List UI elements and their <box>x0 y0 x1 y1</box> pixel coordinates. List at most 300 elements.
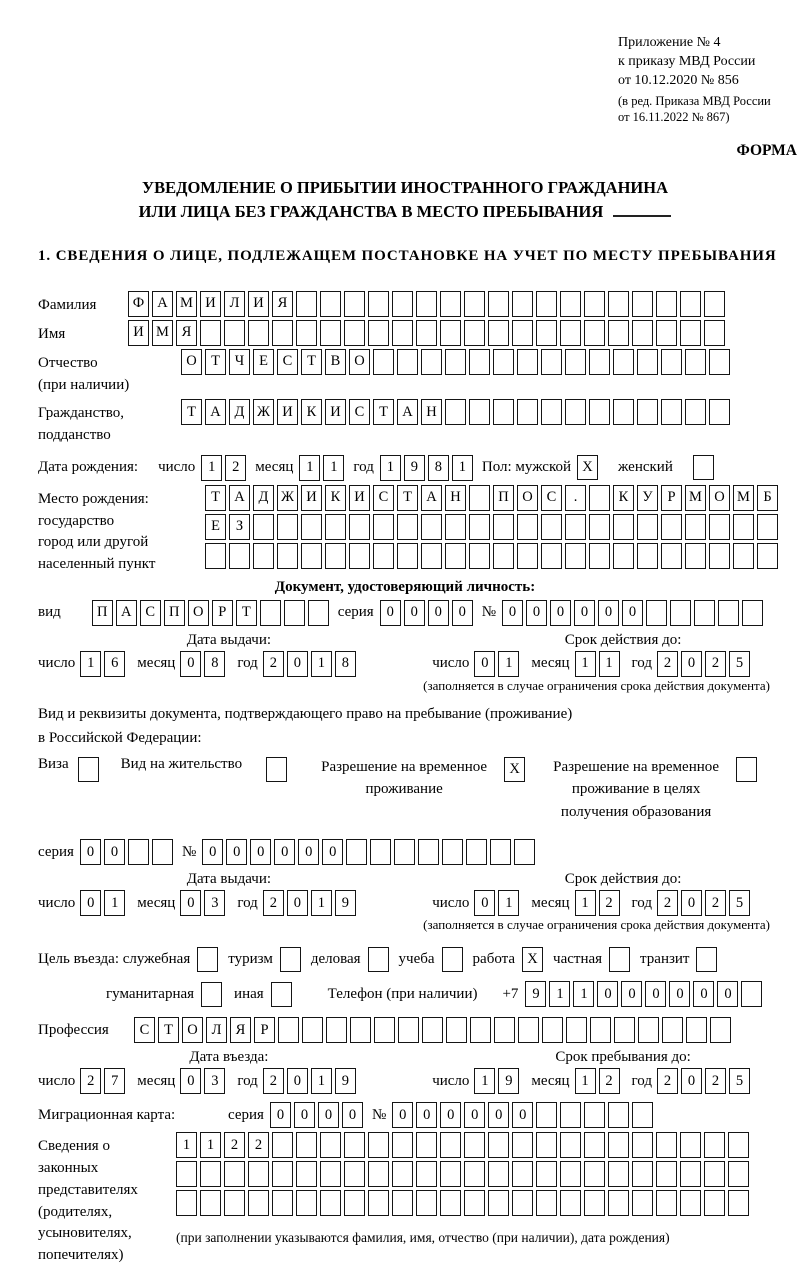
char-cell[interactable] <box>205 543 226 569</box>
char-cell[interactable]: 0 <box>298 839 319 865</box>
char-cell[interactable] <box>704 1190 725 1216</box>
char-cell[interactable]: Ж <box>277 485 298 511</box>
char-cell[interactable] <box>536 1132 557 1158</box>
temp-residence-edu-checkbox[interactable] <box>736 757 757 782</box>
char-cell[interactable]: 1 <box>311 1068 332 1094</box>
char-cell[interactable]: 0 <box>202 839 223 865</box>
char-cell[interactable] <box>397 349 418 375</box>
char-cell[interactable] <box>320 291 341 317</box>
char-cell[interactable] <box>517 399 538 425</box>
char-cell[interactable] <box>446 1017 467 1043</box>
char-cell[interactable] <box>614 1017 635 1043</box>
char-cell[interactable]: С <box>373 485 394 511</box>
char-cell[interactable] <box>253 543 274 569</box>
char-cell[interactable] <box>320 320 341 346</box>
char-cell[interactable] <box>512 1132 533 1158</box>
char-cell[interactable]: Д <box>253 485 274 511</box>
char-cell[interactable] <box>296 320 317 346</box>
char-cell[interactable] <box>704 291 725 317</box>
char-cell[interactable] <box>445 349 466 375</box>
char-cell[interactable]: П <box>92 600 113 626</box>
char-cell[interactable]: С <box>140 600 161 626</box>
tourism-checkbox[interactable] <box>280 947 301 972</box>
char-cell[interactable] <box>680 1132 701 1158</box>
char-cell[interactable]: 0 <box>502 600 523 626</box>
char-cell[interactable]: Н <box>421 399 442 425</box>
char-cell[interactable]: 0 <box>180 651 201 677</box>
char-cell[interactable] <box>584 291 605 317</box>
char-cell[interactable]: Т <box>301 349 322 375</box>
char-cell[interactable] <box>728 1190 749 1216</box>
char-cell[interactable] <box>560 1161 581 1187</box>
char-cell[interactable]: 2 <box>263 1068 284 1094</box>
char-cell[interactable] <box>200 1190 221 1216</box>
char-cell[interactable]: 9 <box>335 890 356 916</box>
char-cell[interactable]: 0 <box>597 981 618 1007</box>
char-cell[interactable]: 0 <box>392 1102 413 1128</box>
char-cell[interactable] <box>518 1017 539 1043</box>
char-cell[interactable]: 2 <box>599 890 620 916</box>
char-cell[interactable] <box>392 291 413 317</box>
char-cell[interactable] <box>728 1132 749 1158</box>
char-cell[interactable]: Р <box>661 485 682 511</box>
char-cell[interactable] <box>608 1190 629 1216</box>
char-cell[interactable] <box>560 1132 581 1158</box>
char-cell[interactable] <box>368 320 389 346</box>
char-cell[interactable]: О <box>181 349 202 375</box>
study-checkbox[interactable] <box>442 947 463 972</box>
char-cell[interactable] <box>368 1132 389 1158</box>
char-cell[interactable] <box>718 600 739 626</box>
char-cell[interactable]: 0 <box>416 1102 437 1128</box>
char-cell[interactable] <box>493 399 514 425</box>
char-cell[interactable]: 0 <box>287 890 308 916</box>
char-cell[interactable] <box>253 514 274 540</box>
char-cell[interactable] <box>260 600 281 626</box>
char-cell[interactable]: И <box>277 399 298 425</box>
char-cell[interactable]: М <box>152 320 173 346</box>
char-cell[interactable]: 0 <box>342 1102 363 1128</box>
char-cell[interactable]: И <box>325 399 346 425</box>
char-cell[interactable] <box>373 514 394 540</box>
char-cell[interactable]: 1 <box>573 981 594 1007</box>
char-cell[interactable] <box>512 1190 533 1216</box>
char-cell[interactable]: 5 <box>729 890 750 916</box>
char-cell[interactable] <box>680 320 701 346</box>
char-cell[interactable] <box>418 839 439 865</box>
char-cell[interactable] <box>637 543 658 569</box>
char-cell[interactable]: 5 <box>729 1068 750 1094</box>
char-cell[interactable] <box>646 600 667 626</box>
char-cell[interactable]: 0 <box>250 839 271 865</box>
char-cell[interactable] <box>685 543 706 569</box>
char-cell[interactable] <box>422 1017 443 1043</box>
char-cell[interactable] <box>320 1190 341 1216</box>
char-cell[interactable] <box>680 291 701 317</box>
char-cell[interactable]: 2 <box>599 1068 620 1094</box>
char-cell[interactable]: В <box>325 349 346 375</box>
char-cell[interactable]: 1 <box>176 1132 197 1158</box>
char-cell[interactable]: 3 <box>204 890 225 916</box>
char-cell[interactable] <box>272 320 293 346</box>
char-cell[interactable] <box>512 320 533 346</box>
char-cell[interactable]: 1 <box>311 890 332 916</box>
char-cell[interactable]: 1 <box>323 455 344 481</box>
char-cell[interactable]: 2 <box>224 1132 245 1158</box>
char-cell[interactable]: 0 <box>274 839 295 865</box>
char-cell[interactable] <box>608 1102 629 1128</box>
char-cell[interactable] <box>308 600 329 626</box>
char-cell[interactable] <box>514 839 535 865</box>
official-checkbox[interactable] <box>197 947 218 972</box>
char-cell[interactable]: 1 <box>599 651 620 677</box>
char-cell[interactable] <box>584 1190 605 1216</box>
char-cell[interactable]: 2 <box>657 890 678 916</box>
char-cell[interactable] <box>742 600 763 626</box>
char-cell[interactable] <box>278 1017 299 1043</box>
char-cell[interactable] <box>512 291 533 317</box>
char-cell[interactable]: Я <box>176 320 197 346</box>
char-cell[interactable] <box>709 349 730 375</box>
char-cell[interactable] <box>248 1161 269 1187</box>
other-checkbox[interactable] <box>271 982 292 1007</box>
char-cell[interactable] <box>709 514 730 540</box>
char-cell[interactable]: 3 <box>204 1068 225 1094</box>
char-cell[interactable]: 1 <box>575 1068 596 1094</box>
char-cell[interactable]: Л <box>224 291 245 317</box>
char-cell[interactable]: С <box>277 349 298 375</box>
char-cell[interactable] <box>536 1161 557 1187</box>
char-cell[interactable] <box>741 981 762 1007</box>
char-cell[interactable]: 0 <box>598 600 619 626</box>
char-cell[interactable] <box>392 320 413 346</box>
char-cell[interactable] <box>613 349 634 375</box>
char-cell[interactable] <box>248 320 269 346</box>
char-cell[interactable]: 0 <box>474 651 495 677</box>
char-cell[interactable]: 5 <box>729 651 750 677</box>
char-cell[interactable]: 0 <box>621 981 642 1007</box>
char-cell[interactable] <box>542 1017 563 1043</box>
char-cell[interactable] <box>397 543 418 569</box>
char-cell[interactable] <box>704 320 725 346</box>
sex-female-checkbox[interactable] <box>693 455 714 480</box>
char-cell[interactable]: Т <box>181 399 202 425</box>
char-cell[interactable] <box>565 543 586 569</box>
char-cell[interactable] <box>517 543 538 569</box>
char-cell[interactable]: 0 <box>681 890 702 916</box>
char-cell[interactable] <box>392 1132 413 1158</box>
char-cell[interactable] <box>277 543 298 569</box>
char-cell[interactable]: . <box>565 485 586 511</box>
char-cell[interactable]: И <box>128 320 149 346</box>
char-cell[interactable]: 0 <box>404 600 425 626</box>
char-cell[interactable] <box>661 349 682 375</box>
char-cell[interactable]: 0 <box>645 981 666 1007</box>
char-cell[interactable] <box>704 1132 725 1158</box>
char-cell[interactable]: 8 <box>335 651 356 677</box>
char-cell[interactable] <box>670 600 691 626</box>
char-cell[interactable]: 0 <box>452 600 473 626</box>
temp-residence-checkbox[interactable]: X <box>504 757 525 782</box>
char-cell[interactable]: 0 <box>322 839 343 865</box>
char-cell[interactable]: Т <box>236 600 257 626</box>
char-cell[interactable] <box>440 1132 461 1158</box>
char-cell[interactable]: 0 <box>512 1102 533 1128</box>
char-cell[interactable]: О <box>182 1017 203 1043</box>
char-cell[interactable] <box>440 320 461 346</box>
char-cell[interactable] <box>464 291 485 317</box>
char-cell[interactable] <box>686 1017 707 1043</box>
transit-checkbox[interactable] <box>696 947 717 972</box>
char-cell[interactable]: 2 <box>225 455 246 481</box>
char-cell[interactable] <box>608 291 629 317</box>
char-cell[interactable]: 1 <box>200 1132 221 1158</box>
char-cell[interactable]: 0 <box>717 981 738 1007</box>
char-cell[interactable] <box>589 485 610 511</box>
char-cell[interactable] <box>421 543 442 569</box>
char-cell[interactable] <box>566 1017 587 1043</box>
char-cell[interactable] <box>421 349 442 375</box>
char-cell[interactable]: У <box>637 485 658 511</box>
char-cell[interactable]: Т <box>205 485 226 511</box>
char-cell[interactable] <box>368 1190 389 1216</box>
char-cell[interactable] <box>584 320 605 346</box>
char-cell[interactable] <box>488 320 509 346</box>
char-cell[interactable]: И <box>301 485 322 511</box>
char-cell[interactable] <box>680 1161 701 1187</box>
char-cell[interactable] <box>632 320 653 346</box>
char-cell[interactable] <box>608 1132 629 1158</box>
char-cell[interactable] <box>488 291 509 317</box>
char-cell[interactable] <box>349 514 370 540</box>
char-cell[interactable]: 7 <box>104 1068 125 1094</box>
char-cell[interactable] <box>710 1017 731 1043</box>
char-cell[interactable]: 0 <box>488 1102 509 1128</box>
char-cell[interactable] <box>733 543 754 569</box>
char-cell[interactable]: 0 <box>526 600 547 626</box>
char-cell[interactable] <box>326 1017 347 1043</box>
char-cell[interactable]: Т <box>397 485 418 511</box>
char-cell[interactable] <box>493 349 514 375</box>
char-cell[interactable] <box>494 1017 515 1043</box>
char-cell[interactable]: 2 <box>657 1068 678 1094</box>
char-cell[interactable] <box>517 514 538 540</box>
char-cell[interactable]: Н <box>445 485 466 511</box>
char-cell[interactable] <box>589 349 610 375</box>
char-cell[interactable]: Д <box>229 399 250 425</box>
char-cell[interactable]: 9 <box>404 455 425 481</box>
char-cell[interactable] <box>656 1161 677 1187</box>
char-cell[interactable] <box>277 514 298 540</box>
char-cell[interactable]: 1 <box>299 455 320 481</box>
char-cell[interactable] <box>560 1102 581 1128</box>
char-cell[interactable] <box>541 514 562 540</box>
char-cell[interactable] <box>590 1017 611 1043</box>
business-checkbox[interactable] <box>368 947 389 972</box>
char-cell[interactable] <box>301 543 322 569</box>
char-cell[interactable] <box>284 600 305 626</box>
char-cell[interactable] <box>541 349 562 375</box>
char-cell[interactable]: 1 <box>498 890 519 916</box>
char-cell[interactable]: А <box>116 600 137 626</box>
char-cell[interactable]: 1 <box>311 651 332 677</box>
char-cell[interactable] <box>680 1190 701 1216</box>
char-cell[interactable]: А <box>152 291 173 317</box>
char-cell[interactable]: Т <box>158 1017 179 1043</box>
char-cell[interactable]: 1 <box>474 1068 495 1094</box>
char-cell[interactable]: Ф <box>128 291 149 317</box>
char-cell[interactable] <box>541 399 562 425</box>
char-cell[interactable]: М <box>176 291 197 317</box>
char-cell[interactable] <box>152 839 173 865</box>
char-cell[interactable] <box>637 349 658 375</box>
char-cell[interactable] <box>469 514 490 540</box>
char-cell[interactable] <box>661 399 682 425</box>
char-cell[interactable]: Я <box>230 1017 251 1043</box>
char-cell[interactable]: К <box>613 485 634 511</box>
char-cell[interactable]: 1 <box>452 455 473 481</box>
char-cell[interactable]: Т <box>205 349 226 375</box>
char-cell[interactable] <box>488 1132 509 1158</box>
char-cell[interactable] <box>512 1161 533 1187</box>
char-cell[interactable] <box>536 320 557 346</box>
char-cell[interactable] <box>584 1102 605 1128</box>
char-cell[interactable]: З <box>229 514 250 540</box>
char-cell[interactable]: И <box>248 291 269 317</box>
char-cell[interactable] <box>272 1132 293 1158</box>
char-cell[interactable] <box>224 1190 245 1216</box>
char-cell[interactable] <box>470 1017 491 1043</box>
char-cell[interactable] <box>488 1161 509 1187</box>
char-cell[interactable] <box>565 349 586 375</box>
char-cell[interactable]: М <box>685 485 706 511</box>
char-cell[interactable]: С <box>541 485 562 511</box>
char-cell[interactable]: 2 <box>705 1068 726 1094</box>
char-cell[interactable] <box>440 1190 461 1216</box>
char-cell[interactable] <box>536 1190 557 1216</box>
char-cell[interactable]: И <box>200 291 221 317</box>
char-cell[interactable] <box>469 399 490 425</box>
char-cell[interactable] <box>490 839 511 865</box>
char-cell[interactable] <box>272 1161 293 1187</box>
char-cell[interactable] <box>176 1161 197 1187</box>
char-cell[interactable] <box>584 1161 605 1187</box>
char-cell[interactable]: 1 <box>575 890 596 916</box>
char-cell[interactable]: Т <box>373 399 394 425</box>
char-cell[interactable]: 0 <box>104 839 125 865</box>
char-cell[interactable] <box>638 1017 659 1043</box>
char-cell[interactable] <box>565 514 586 540</box>
char-cell[interactable] <box>416 291 437 317</box>
char-cell[interactable]: 2 <box>263 651 284 677</box>
char-cell[interactable]: 9 <box>335 1068 356 1094</box>
char-cell[interactable] <box>445 514 466 540</box>
char-cell[interactable] <box>440 1161 461 1187</box>
char-cell[interactable] <box>632 291 653 317</box>
char-cell[interactable]: 0 <box>574 600 595 626</box>
char-cell[interactable] <box>440 291 461 317</box>
char-cell[interactable]: 1 <box>549 981 570 1007</box>
char-cell[interactable]: 0 <box>428 600 449 626</box>
char-cell[interactable]: 0 <box>693 981 714 1007</box>
char-cell[interactable]: Я <box>272 291 293 317</box>
char-cell[interactable] <box>661 514 682 540</box>
char-cell[interactable]: О <box>349 349 370 375</box>
char-cell[interactable] <box>350 1017 371 1043</box>
char-cell[interactable] <box>613 543 634 569</box>
char-cell[interactable] <box>296 1161 317 1187</box>
char-cell[interactable] <box>320 1161 341 1187</box>
char-cell[interactable]: Б <box>757 485 778 511</box>
char-cell[interactable] <box>637 514 658 540</box>
char-cell[interactable] <box>325 514 346 540</box>
char-cell[interactable] <box>200 1161 221 1187</box>
char-cell[interactable]: 2 <box>705 651 726 677</box>
char-cell[interactable] <box>464 1161 485 1187</box>
char-cell[interactable] <box>694 600 715 626</box>
char-cell[interactable]: И <box>349 485 370 511</box>
char-cell[interactable] <box>346 839 367 865</box>
char-cell[interactable]: 2 <box>657 651 678 677</box>
char-cell[interactable]: К <box>325 485 346 511</box>
char-cell[interactable]: 0 <box>474 890 495 916</box>
char-cell[interactable] <box>416 320 437 346</box>
char-cell[interactable]: Ч <box>229 349 250 375</box>
char-cell[interactable]: А <box>397 399 418 425</box>
char-cell[interactable] <box>493 514 514 540</box>
char-cell[interactable] <box>536 1102 557 1128</box>
char-cell[interactable]: Р <box>254 1017 275 1043</box>
char-cell[interactable]: Л <box>206 1017 227 1043</box>
char-cell[interactable]: 2 <box>263 890 284 916</box>
char-cell[interactable]: 1 <box>104 890 125 916</box>
char-cell[interactable] <box>373 543 394 569</box>
char-cell[interactable]: 0 <box>294 1102 315 1128</box>
char-cell[interactable] <box>445 399 466 425</box>
char-cell[interactable] <box>368 291 389 317</box>
char-cell[interactable] <box>589 399 610 425</box>
char-cell[interactable] <box>466 839 487 865</box>
char-cell[interactable] <box>488 1190 509 1216</box>
char-cell[interactable] <box>176 1190 197 1216</box>
char-cell[interactable] <box>200 320 221 346</box>
char-cell[interactable] <box>632 1102 653 1128</box>
char-cell[interactable] <box>656 320 677 346</box>
char-cell[interactable]: 1 <box>380 455 401 481</box>
char-cell[interactable]: П <box>164 600 185 626</box>
char-cell[interactable] <box>368 1161 389 1187</box>
char-cell[interactable] <box>349 543 370 569</box>
char-cell[interactable]: 0 <box>669 981 690 1007</box>
char-cell[interactable]: 0 <box>681 651 702 677</box>
char-cell[interactable]: 0 <box>80 890 101 916</box>
char-cell[interactable] <box>296 291 317 317</box>
char-cell[interactable] <box>469 543 490 569</box>
char-cell[interactable] <box>325 543 346 569</box>
char-cell[interactable] <box>373 349 394 375</box>
char-cell[interactable] <box>656 291 677 317</box>
char-cell[interactable] <box>416 1161 437 1187</box>
char-cell[interactable]: 1 <box>201 455 222 481</box>
char-cell[interactable] <box>709 399 730 425</box>
char-cell[interactable]: 2 <box>80 1068 101 1094</box>
char-cell[interactable]: 8 <box>428 455 449 481</box>
char-cell[interactable]: 0 <box>622 600 643 626</box>
char-cell[interactable] <box>421 514 442 540</box>
char-cell[interactable] <box>589 543 610 569</box>
humanitarian-checkbox[interactable] <box>201 982 222 1007</box>
char-cell[interactable] <box>370 839 391 865</box>
